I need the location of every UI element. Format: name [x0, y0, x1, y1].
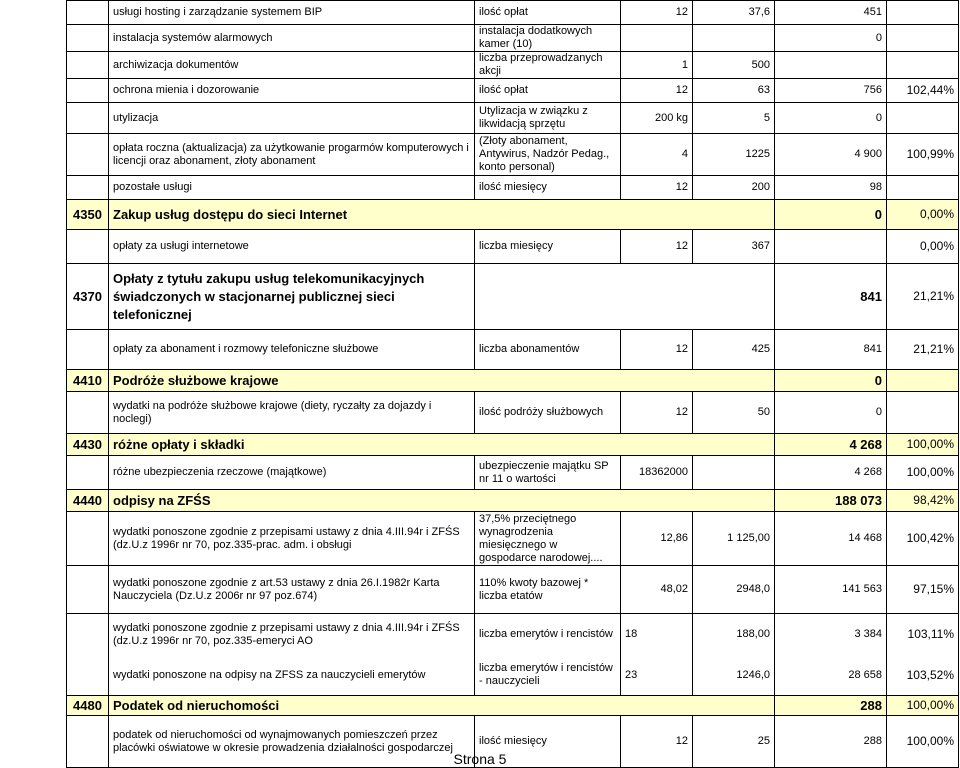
unit-cell: ilość miesięcy: [475, 716, 621, 768]
section-code: 4480: [67, 696, 109, 716]
price-cell: 500: [693, 52, 775, 79]
qty-cell: 23: [621, 656, 693, 696]
unit-cell: liczba abonamentów: [475, 330, 621, 370]
desc-cell: wydatki ponoszone zgodnie z przepisami ustawy z dnia 4.III.94r i ZFŚS (dz.U.z 1996r nr 70, poz.335-prac. adm. i obsługi: [109, 512, 475, 566]
code-cell: [67, 656, 109, 696]
qty-cell: 12: [621, 330, 693, 370]
code-cell: [67, 614, 109, 656]
total-cell: 0: [775, 392, 887, 434]
desc-cell: opłaty za abonament i rozmowy telefoniczne służbowe: [109, 330, 475, 370]
pct-cell: 100,00%: [887, 716, 959, 768]
qty-cell: 200 kg: [621, 103, 693, 134]
desc-cell: wydatki ponoszone na odpisy na ZFSS za nauczycieli emerytów: [109, 656, 475, 696]
pct-cell: 100,99%: [887, 134, 959, 176]
price-cell: 50: [693, 392, 775, 434]
table-row: [67, 330, 959, 370]
empty-cell: [475, 264, 775, 330]
section-pct: 0,00%: [887, 200, 959, 230]
total-cell: [775, 52, 887, 79]
price-cell: 25: [693, 716, 775, 768]
table-row: [67, 52, 959, 79]
desc-cell: wydatki ponoszone zgodnie z art.53 ustawy z dnia 26.I.1982r Karta Nauczyciela (Dz.U.z 2006r nr 97 poz.674): [109, 566, 475, 614]
qty-cell: 18: [621, 614, 693, 656]
price-cell: 63: [693, 79, 775, 103]
desc-cell: wydatki na podróże służbowe krajowe (diety, ryczałty za dojazdy i noclegi): [109, 392, 475, 434]
price-cell: 425: [693, 330, 775, 370]
desc-cell: różne ubezpieczenia rzeczowe (majątkowe): [109, 456, 475, 490]
price-cell: 367: [693, 230, 775, 264]
pct-cell: [887, 25, 959, 52]
desc-cell: ochrona mienia i dozorowanie: [109, 79, 475, 103]
code-cell: [67, 566, 109, 614]
pct-cell: [887, 52, 959, 79]
unit-cell: 110% kwoty bazowej * liczba etatów: [475, 566, 621, 614]
total-cell: 0: [775, 25, 887, 52]
section-row: [67, 490, 959, 512]
table-row: [67, 1, 959, 25]
qty-cell: 12: [621, 79, 693, 103]
price-cell: 1225: [693, 134, 775, 176]
unit-cell: ilość miesięcy: [475, 176, 621, 200]
qty-cell: 12: [621, 176, 693, 200]
total-cell: 98: [775, 176, 887, 200]
section-pct: 100,00%: [887, 434, 959, 456]
section-pct: 100,00%: [887, 696, 959, 716]
unit-cell: liczba przeprowadzanych akcji: [475, 52, 621, 79]
pct-cell: 97,15%: [887, 566, 959, 614]
total-cell: 14 468: [775, 512, 887, 566]
code-cell: [67, 512, 109, 566]
table-row: [67, 392, 959, 434]
price-cell: 37,6: [693, 1, 775, 25]
pct-cell: [887, 392, 959, 434]
section-total: 4 268: [775, 434, 887, 456]
section-code: 4350: [67, 200, 109, 230]
unit-cell: liczba emerytów i rencistów - nauczycieli: [475, 656, 621, 696]
table-row: [67, 656, 959, 696]
total-cell: [775, 230, 887, 264]
section-total: 0: [775, 370, 887, 392]
code-cell: [67, 103, 109, 134]
price-cell: 2948,0: [693, 566, 775, 614]
table-row: [67, 456, 959, 490]
table-row: [67, 512, 959, 566]
pct-cell: 102,44%: [887, 79, 959, 103]
total-cell: 0: [775, 103, 887, 134]
price-cell: 1 125,00: [693, 512, 775, 566]
desc-cell: usługi hosting i zarządzanie systemem BIP: [109, 1, 475, 25]
total-cell: 28 658: [775, 656, 887, 696]
price-cell: 5: [693, 103, 775, 134]
total-cell: 756: [775, 79, 887, 103]
pct-cell: 103,52%: [887, 656, 959, 696]
table-row: [67, 103, 959, 134]
qty-cell: 18362000: [621, 456, 693, 490]
unit-cell: Utylizacja w związku z likwidacją sprzętu: [475, 103, 621, 134]
section-pct: 98,42%: [887, 490, 959, 512]
code-cell: [67, 392, 109, 434]
section-code: 4370: [67, 264, 109, 330]
section-row: [67, 200, 959, 230]
pct-cell: 100,00%: [887, 456, 959, 490]
unit-cell: liczba emerytów i rencistów: [475, 614, 621, 656]
desc-cell: wydatki ponoszone zgodnie z przepisami ustawy z dnia 4.III.94r i ZFŚS (dz.U.z 1996r nr 70, poz.335-emeryci AO: [109, 614, 475, 656]
total-cell: 451: [775, 1, 887, 25]
section-pct: [887, 370, 959, 392]
section-total: 0: [775, 200, 887, 230]
unit-cell: ilość opłat: [475, 79, 621, 103]
table-row: [67, 614, 959, 656]
pct-cell: [887, 1, 959, 25]
unit-cell: ilość podróży służbowych: [475, 392, 621, 434]
section-total: 188 073: [775, 490, 887, 512]
section-pct: 21,21%: [887, 264, 959, 330]
section-code: 4430: [67, 434, 109, 456]
unit-cell: ilość opłat: [475, 1, 621, 25]
pct-cell: 21,21%: [887, 330, 959, 370]
pct-cell: 103,11%: [887, 614, 959, 656]
desc-cell: utylizacja: [109, 103, 475, 134]
desc-cell: archiwizacja dokumentów: [109, 52, 475, 79]
code-cell: [67, 25, 109, 52]
section-row: [67, 264, 959, 330]
code-cell: [67, 176, 109, 200]
section-row: [67, 434, 959, 456]
desc-cell: opłaty za usługi internetowe: [109, 230, 475, 264]
code-cell: [67, 52, 109, 79]
page-number: Strona 5: [453, 751, 507, 767]
unit-cell: liczba miesięcy: [475, 230, 621, 264]
qty-cell: [621, 25, 693, 52]
code-cell: [67, 230, 109, 264]
unit-cell: 37,5% przeciętnego wynagrodzenia miesięcznego w gospodarce narodowej....: [475, 512, 621, 566]
section-title: różne opłaty i składki: [109, 434, 775, 456]
section-total: 288: [775, 696, 887, 716]
table-row: [67, 134, 959, 176]
desc-cell: podatek od nieruchomości od wynajmowanych pomieszczeń przez placówki oświatowe w okresie prowadzenia działalności gospodarczej: [109, 716, 475, 768]
budget-table: [66, 0, 959, 768]
code-cell: [67, 330, 109, 370]
pct-cell: 0,00%: [887, 230, 959, 264]
desc-cell: opłata roczna (aktualizacja) za użytkowanie progarmów komputerowych i licencji oraz abonament, złoty abonament: [109, 134, 475, 176]
price-cell: 200: [693, 176, 775, 200]
total-cell: 3 384: [775, 614, 887, 656]
pct-cell: [887, 103, 959, 134]
qty-cell: 12,86: [621, 512, 693, 566]
total-cell: 288: [775, 716, 887, 768]
unit-cell: ubezpieczenie majątku SP nr 11 o wartości: [475, 456, 621, 490]
code-cell: [67, 1, 109, 25]
section-title: Podatek od nieruchomości: [109, 696, 775, 716]
qty-cell: 12: [621, 230, 693, 264]
unit-cell: instalacja dodatkowych kamer (10): [475, 25, 621, 52]
table-row: [67, 176, 959, 200]
qty-cell: 1: [621, 52, 693, 79]
section-title: Zakup usług dostępu do sieci Internet: [109, 200, 775, 230]
table-row: [67, 230, 959, 264]
pct-cell: [887, 176, 959, 200]
section-title: odpisy na ZFŚS: [109, 490, 775, 512]
table-row: [67, 566, 959, 614]
desc-cell: pozostałe usługi: [109, 176, 475, 200]
table-row: [67, 25, 959, 52]
section-total: 841: [775, 264, 887, 330]
price-cell: [693, 25, 775, 52]
desc-cell: instalacja systemów alarmowych: [109, 25, 475, 52]
total-cell: 4 268: [775, 456, 887, 490]
section-row: [67, 370, 959, 392]
qty-cell: 12: [621, 716, 693, 768]
section-code: 4440: [67, 490, 109, 512]
section-title: Opłaty z tytułu zakupu usług telekomunikacyjnych świadczonych w stacjonarnej publicznej sieci telefonicznej: [109, 264, 475, 330]
qty-cell: 12: [621, 392, 693, 434]
qty-cell: 4: [621, 134, 693, 176]
pct-cell: 100,42%: [887, 512, 959, 566]
section-title: Podróże służbowe krajowe: [109, 370, 775, 392]
unit-cell: (Złoty abonament, Antywirus, Nadzór Pedag., konto personal): [475, 134, 621, 176]
price-cell: [693, 456, 775, 490]
qty-cell: 48,02: [621, 566, 693, 614]
qty-cell: 12: [621, 1, 693, 25]
total-cell: 141 563: [775, 566, 887, 614]
code-cell: [67, 79, 109, 103]
table-row: [67, 79, 959, 103]
code-cell: [67, 456, 109, 490]
total-cell: 4 900: [775, 134, 887, 176]
section-row: [67, 696, 959, 716]
section-code: 4410: [67, 370, 109, 392]
code-cell: [67, 134, 109, 176]
price-cell: 1246,0: [693, 656, 775, 696]
total-cell: 841: [775, 330, 887, 370]
price-cell: 188,00: [693, 614, 775, 656]
